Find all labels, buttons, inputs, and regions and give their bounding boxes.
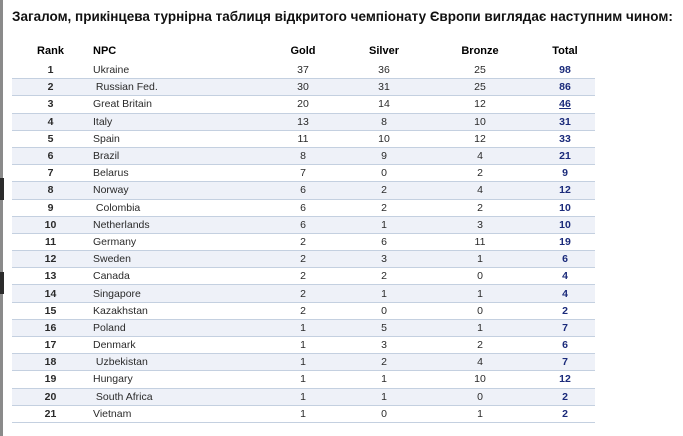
cell-bronze: 25: [425, 62, 535, 79]
cell-rank: 21: [12, 405, 89, 422]
cell-total: 6: [535, 251, 595, 268]
cell-total: 10: [535, 199, 595, 216]
cell-total: 4: [535, 285, 595, 302]
table-row: [12, 62, 595, 79]
cell-silver: 8: [343, 113, 425, 130]
cell-rank: 15: [12, 302, 89, 319]
cell-total: 2: [535, 405, 595, 422]
page-left-edge: [0, 0, 3, 436]
table-row: [12, 285, 595, 302]
cell-total: 2: [535, 302, 595, 319]
cell-gold: 2: [263, 302, 343, 319]
cell-npc: Vietnam: [89, 405, 263, 422]
cell-rank: 10: [12, 216, 89, 233]
cell-bronze: 0: [425, 388, 535, 405]
cell-npc: Kazakhstan: [89, 302, 263, 319]
cell-silver: 1: [343, 285, 425, 302]
cell-gold: 2: [263, 268, 343, 285]
table-row: [12, 268, 595, 285]
cell-bronze: 12: [425, 96, 535, 113]
cell-total: 86: [535, 79, 595, 96]
table-row: [12, 388, 595, 405]
cell-bronze: 2: [425, 165, 535, 182]
cell-total: 31: [535, 113, 595, 130]
cell-total: 7: [535, 319, 595, 336]
cell-total: 2: [535, 388, 595, 405]
table-row: [12, 302, 595, 319]
cell-bronze: 11: [425, 233, 535, 250]
cell-rank: 20: [12, 388, 89, 405]
cell-gold: 13: [263, 113, 343, 130]
cell-npc: Italy: [89, 113, 263, 130]
table-row: [12, 113, 595, 130]
cell-rank: 16: [12, 319, 89, 336]
cell-npc: Canada: [89, 268, 263, 285]
cell-gold: 37: [263, 62, 343, 79]
cell-bronze: 4: [425, 147, 535, 164]
cell-silver: 0: [343, 405, 425, 422]
cell-npc: Denmark: [89, 337, 263, 354]
cell-total: 10: [535, 216, 595, 233]
cell-silver: 2: [343, 199, 425, 216]
cell-silver: 1: [343, 388, 425, 405]
col-header-silver: Silver: [369, 45, 399, 57]
col-header-rank: Rank: [37, 45, 64, 57]
cell-gold: 2: [263, 285, 343, 302]
cell-rank: 7: [12, 165, 89, 182]
table-row: [12, 165, 595, 182]
cell-rank: 17: [12, 337, 89, 354]
table-row: [12, 251, 595, 268]
cell-silver: 2: [343, 354, 425, 371]
cell-rank: 2: [12, 79, 89, 96]
cell-bronze: 4: [425, 354, 535, 371]
cell-gold: 30: [263, 79, 343, 96]
cell-total: 33: [535, 130, 595, 147]
cell-bronze: 10: [425, 113, 535, 130]
cell-total: 6: [535, 337, 595, 354]
cell-bronze: 3: [425, 216, 535, 233]
cell-gold: 1: [263, 405, 343, 422]
cell-total: 4: [535, 268, 595, 285]
cell-bronze: 0: [425, 302, 535, 319]
cell-gold: 11: [263, 130, 343, 147]
cell-bronze: 1: [425, 405, 535, 422]
cell-silver: 31: [343, 79, 425, 96]
col-header-bronze: Bronze: [461, 45, 499, 57]
cell-bronze: 12: [425, 130, 535, 147]
cell-gold: 2: [263, 233, 343, 250]
cell-npc: Poland: [89, 319, 263, 336]
cell-total: 21: [535, 147, 595, 164]
cell-rank: 5: [12, 130, 89, 147]
cell-npc: Spain: [89, 130, 263, 147]
table-row: [12, 79, 595, 96]
cell-bronze: 1: [425, 319, 535, 336]
cell-npc: Colombia: [89, 199, 263, 216]
cell-bronze: 4: [425, 182, 535, 199]
cell-npc: Belarus: [89, 165, 263, 182]
table-row: [12, 233, 595, 250]
cell-npc: Hungary: [89, 371, 263, 388]
table-row: [12, 405, 595, 422]
cell-silver: 36: [343, 62, 425, 79]
table-body: [12, 62, 595, 422]
cell-rank: 8: [12, 182, 89, 199]
cell-total: 7: [535, 354, 595, 371]
cell-silver: 2: [343, 268, 425, 285]
cell-rank: 6: [12, 147, 89, 164]
cell-rank: 4: [12, 113, 89, 130]
cell-rank: 14: [12, 285, 89, 302]
cell-silver: 6: [343, 233, 425, 250]
cell-gold: 1: [263, 371, 343, 388]
cell-npc: Uzbekistan: [89, 354, 263, 371]
cell-gold: 8: [263, 147, 343, 164]
cell-bronze: 10: [425, 371, 535, 388]
cell-npc: Sweden: [89, 251, 263, 268]
table-row: [12, 216, 595, 233]
cell-silver: 5: [343, 319, 425, 336]
cell-rank: 12: [12, 251, 89, 268]
cell-total: 9: [535, 165, 595, 182]
table-row: [12, 319, 595, 336]
cell-gold: 20: [263, 96, 343, 113]
cell-silver: 9: [343, 147, 425, 164]
medal-table: [12, 40, 595, 423]
table-row: [12, 337, 595, 354]
cell-rank: 1: [12, 62, 89, 79]
cell-rank: 3: [12, 96, 89, 113]
cell-rank: 19: [12, 371, 89, 388]
cell-npc: Ukraine: [89, 62, 263, 79]
cell-npc: Germany: [89, 233, 263, 250]
cell-silver: 0: [343, 302, 425, 319]
cell-silver: 0: [343, 165, 425, 182]
cell-npc: South Africa: [89, 388, 263, 405]
table-row: [12, 130, 595, 147]
cell-npc: Brazil: [89, 147, 263, 164]
cell-bronze: 1: [425, 251, 535, 268]
cell-gold: 7: [263, 165, 343, 182]
table-row: [12, 354, 595, 371]
cell-gold: 1: [263, 354, 343, 371]
cell-silver: 14: [343, 96, 425, 113]
cell-bronze: 0: [425, 268, 535, 285]
cell-npc: Norway: [89, 182, 263, 199]
cell-bronze: 2: [425, 337, 535, 354]
cell-rank: 9: [12, 199, 89, 216]
col-header-gold: Gold: [290, 45, 316, 57]
cell-silver: 1: [343, 216, 425, 233]
table-row: [12, 147, 595, 164]
cell-silver: 2: [343, 182, 425, 199]
page-heading: Загалом, прикінцева турнірна таблиця відкритого чемпіонату Європи виглядає наступним чином:: [12, 9, 673, 24]
table-header-row: [12, 40, 595, 62]
col-header-total: Total: [552, 45, 578, 57]
cell-bronze: 2: [425, 199, 535, 216]
col-header-npc: NPC: [93, 45, 117, 57]
cell-total: 98: [535, 62, 595, 79]
table-row: [12, 182, 595, 199]
cell-npc: Russian Fed.: [89, 79, 263, 96]
table-row: [12, 199, 595, 216]
cell-gold: 1: [263, 388, 343, 405]
cell-silver: 3: [343, 251, 425, 268]
cell-gold: 6: [263, 182, 343, 199]
cell-total: 12: [535, 371, 595, 388]
left-edge-mark: [0, 178, 4, 200]
total-link[interactable]: 46: [535, 96, 595, 113]
cell-npc: Netherlands: [89, 216, 263, 233]
cell-gold: 6: [263, 199, 343, 216]
left-edge-mark: [0, 272, 4, 294]
cell-gold: 1: [263, 319, 343, 336]
cell-gold: 6: [263, 216, 343, 233]
cell-npc: Great Britain: [89, 96, 263, 113]
cell-rank: 13: [12, 268, 89, 285]
cell-silver: 1: [343, 371, 425, 388]
table-row: [12, 371, 595, 388]
cell-total: 12: [535, 182, 595, 199]
cell-total: 19: [535, 233, 595, 250]
cell-npc: Singapore: [89, 285, 263, 302]
cell-silver: 10: [343, 130, 425, 147]
cell-silver: 3: [343, 337, 425, 354]
cell-bronze: 25: [425, 79, 535, 96]
table-row: [12, 96, 595, 113]
cell-bronze: 1: [425, 285, 535, 302]
cell-rank: 18: [12, 354, 89, 371]
cell-gold: 1: [263, 337, 343, 354]
cell-rank: 11: [12, 233, 89, 250]
cell-gold: 2: [263, 251, 343, 268]
